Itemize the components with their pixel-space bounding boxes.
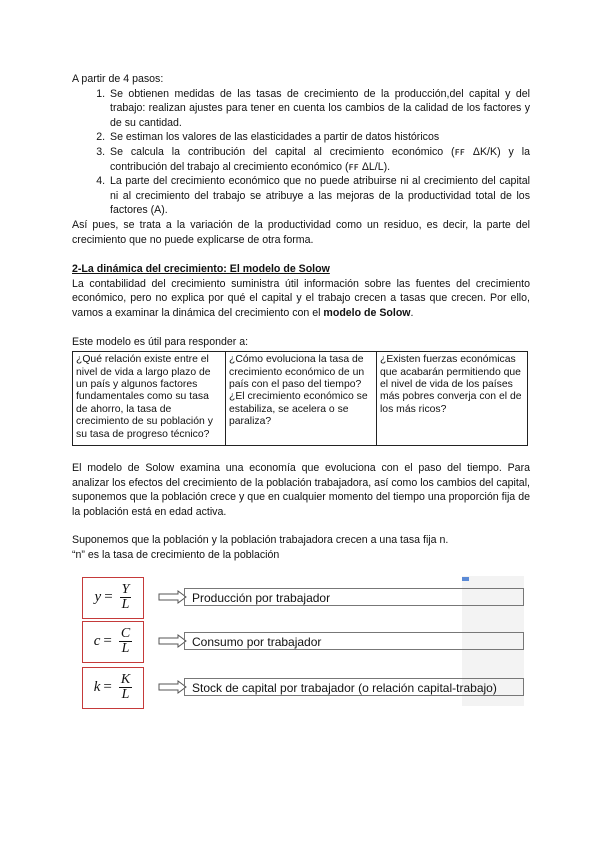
section-title: 2-La dinámica del crecimiento: El modelo de Solow — [72, 263, 330, 276]
formula-box: c = $\frac{C}{L}$ — [82, 621, 144, 663]
formula-box: y = $\frac{Y}{L}$ — [82, 577, 144, 619]
formula-diagram — [72, 565, 530, 705]
steps-list — [72, 87, 530, 218]
step-item: 4. La parte del crecimiento económico que no puede atribuirse ni al crecimiento del capital ni al crecimiento del trabajo se atribuye a las mejoras de la productividad total de los factores (A). — [108, 174, 530, 218]
useful-for-line: Este modelo es útil para responder a: — [72, 335, 249, 348]
solow-paragraph: El modelo de Solow examina una economía que evoluciona con el paso del tiempo. Para analizar los efectos del crecimiento de la población trabajadora, así como los cambios del capital, suponemos que la población crece y que en cualquier momento del tiempo una proporción fija de la población está en edad activa. — [72, 461, 530, 518]
model-name: modelo de Solow — [323, 306, 411, 319]
residual-paragraph: Así pues, se trata a la variación de la productividad como un residuo, es decir, la parte del crecimiento que no puede explicarse de otra forma. — [72, 218, 530, 246]
formula-label: Consumo por trabajador — [184, 632, 524, 650]
assumption-line: Suponemos que la población y la población trabajadora crecen a una tasa fija n. — [72, 534, 449, 547]
n-definition-line: “n” es la tasa de crecimiento de la población — [72, 548, 280, 561]
formula-label: Producción por trabajador — [184, 588, 524, 606]
formula-box: k = $\frac{K}{L}$ — [82, 667, 144, 709]
step-item: 2. Se estiman los valores de las elasticidades a partir de datos históricos — [108, 130, 530, 145]
question-cell: ¿Cómo evoluciona la tasa de crecimiento económico de un país con el paso del tiempo? ¿El crecimiento económico se estabiliza, se acelera o se paraliza? — [226, 352, 377, 446]
document-page — [72, 72, 530, 705]
step-item: 1. Se obtienen medidas de las tasas de crecimiento de la producción,del capital y del trabajo: realizan ajustes para tener en cuenta los cambios de la calidad de los factores y de su cantidad. — [108, 87, 530, 131]
table-row — [73, 352, 528, 446]
section-intro: La contabilidad del crecimiento suministra útil información sobre las fuentes del crecimiento económico, pero no explica por qué el capital y el trabajo crecen a tasas que crecen. Por ello, vamos a examinar la dinámica del crecimiento con el modelo de Solow. — [72, 277, 530, 319]
question-cell: ¿Qué relación existe entre el nivel de vida a largo plazo de un país y algunos factores fundamentales como su tasa de ahorro, la tasa de crecimiento de su población y su tasa de progreso técnico? — [73, 352, 226, 446]
step-item: 3. Se calcula la contribución del capital al crecimiento económico (ꜰꜰ ΔK/K) y la contribución del trabajo al crecimiento económico (ꜰꜰ ΔL/L). — [108, 145, 530, 174]
questions-table — [72, 351, 528, 446]
formula-label: Stock de capital por trabajador (o relación capital-trabajo) — [184, 678, 524, 696]
question-cell: ¿Existen fuerzas económicas que acabarán permitiendo que el nivel de vida de los países más pobres converja con el de los más ricos? — [377, 352, 528, 446]
intro-line: A partir de 4 pasos: — [72, 73, 164, 85]
